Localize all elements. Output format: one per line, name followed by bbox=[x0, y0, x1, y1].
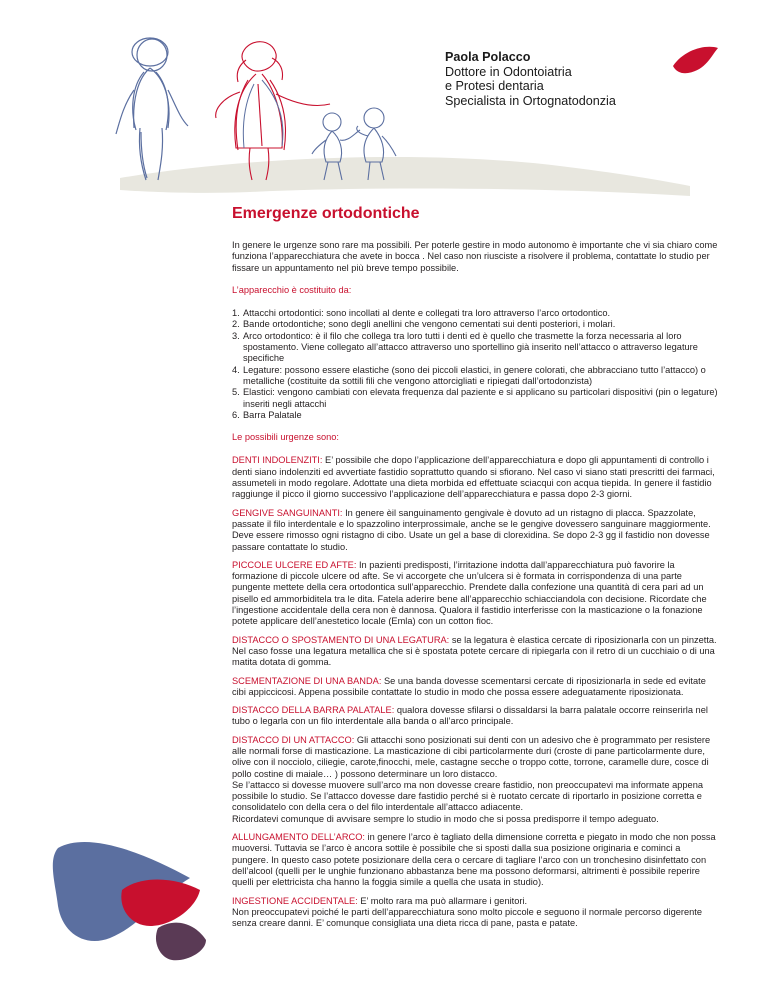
emergency-item bbox=[232, 896, 718, 930]
emergency-label: DENTI INDOLENZITI: bbox=[232, 455, 323, 466]
emergency-text: Gli attacchi sono posizionati sui denti con un adesivo che è programmato per resistere alle normali forse di masticazione. La masticazione di cibi particolarmente duri (croste di pane particolarmente dure, olive con il nocciolo, ciliegie, carote,finocchi, mele, castagne secche o troppo cotte, torrone, caramelle dure, cosce di pollo costine di maiale… ) possono determinare un loro distacco. Se l’attacco si dovesse muovere sull’arco ma non dovesse creare fastidio, non preoccupatevi ma informate appena possibile lo studio. Se l’attacco dovesse dare fastidio perché si è ruotato cercate di riportarlo in posizione corretta e consolidatelo con della cera o del filo interdentale all’attacco adiacente. Ricordatevi comunque di avvisare sempre lo studio in modo che si possa predisporre il tempo adeguato. bbox=[232, 734, 711, 824]
list-item bbox=[232, 319, 718, 330]
emergency-item bbox=[232, 832, 718, 888]
emergency-label: DISTACCO DI UN ATTACCO: bbox=[232, 734, 355, 745]
list-number: 5. bbox=[232, 387, 240, 398]
list-item bbox=[232, 308, 718, 319]
list-text: Barra Palatale bbox=[243, 409, 302, 420]
emergency-text: qualora dovesse sfilarsi o dissaldarsi la barra palatale occorre reinserirla nel tubo o legarla con un filo interdentale alla banda o all’arco principale. bbox=[232, 705, 708, 727]
doctor-info bbox=[445, 50, 616, 108]
page-title: Emergenze ortodontiche bbox=[232, 205, 420, 222]
emergency-item bbox=[232, 705, 718, 728]
list-heading: L’apparecchio è costituito da: bbox=[232, 284, 352, 295]
emergency-text: Se una banda dovesse scementarsi cercate di riposizionarla in sede ed evitate cibi appiccicosi. Appena possibile contattate lo studio in modo che possa essere adeguatamente riposizionata. bbox=[232, 675, 706, 697]
list-text: Legature: possono essere elastiche (sono dei piccoli elastici, in genere colorati, che abbracciano tutto l’attacco) o metalliche (costituite da sottili fili che vengono attorcigliati e ripiegati dall’ortodonzista) bbox=[243, 364, 706, 386]
list-number: 1. bbox=[232, 308, 240, 319]
list-text: Elastici: vengono cambiati con elevata frequenza dal paziente e si applicano su particolari dispositivi (pin o legature) inseriti negli attacchi bbox=[243, 387, 718, 409]
emergency-label: INGESTIONE ACCIDENTALE: bbox=[232, 895, 358, 906]
urgencies-heading: Le possibili urgenze sono: bbox=[232, 432, 339, 443]
doctor-title-line3: Specialista in Ortognatodonzia bbox=[445, 93, 616, 108]
emergency-text: In genere èil sanguinamento gengivale è dovuto ad un ristagno di placca. Spazzolate, passate il filo interdentale e lo spazzolino interprossimale, anche se le gengive dovessero sanguinare maggiormente. Deve essere rimosso ogni ristagno di cibo. Usate un gel a base di clorexidina. Se dopo 2-3 gg il fastidio non dovesse passare contattate lo studio. bbox=[232, 507, 711, 552]
document-body bbox=[232, 205, 718, 936]
emergency-label: SCEMENTAZIONE DI UNA BANDA: bbox=[232, 675, 382, 686]
emergency-item bbox=[232, 676, 718, 699]
decorative-shapes bbox=[0, 820, 220, 994]
ground-shape bbox=[120, 157, 690, 196]
emergency-label: GENGIVE SANGUINANTI: bbox=[232, 507, 343, 518]
emergency-item bbox=[232, 455, 718, 500]
list-item bbox=[232, 387, 718, 410]
emergency-text: E’ molto rara ma può allarmare i genitori. Non preoccupatevi poiché le parti dell’apparecchiatura sono molto piccole e seguono il normale percorso digerente senza creare danni. E’ comunque consigliata una dieta ricca di pane, pasta e patate. bbox=[232, 895, 702, 929]
emergency-label: ALLUNGAMENTO DELL’ARCO: bbox=[232, 832, 365, 843]
list-number: 3. bbox=[232, 330, 240, 341]
family-illustration bbox=[0, 0, 768, 200]
emergency-item bbox=[232, 508, 718, 553]
emergency-label: DISTACCO DELLA BARRA PALATALE: bbox=[232, 705, 395, 716]
list-number: 4. bbox=[232, 364, 240, 375]
doctor-name: Paola Polacco bbox=[445, 50, 531, 64]
plum-shape bbox=[156, 923, 206, 961]
list-item bbox=[232, 410, 718, 421]
doctor-title-line2: e Protesi dentaria bbox=[445, 79, 544, 93]
red-shape bbox=[121, 879, 200, 926]
list-number: 2. bbox=[232, 319, 240, 330]
emergency-text: In pazienti predisposti, l’irritazione indotta dall’apparecchiatura può favorire la formazione di piccole ulcere od afte. Se vi accorgete che un’ulcera si è formata in corrispondenza di una parte pungente mettete della cera ortodontica sull’apparecchio. Prendete dalla confezione una quantità di cera pari ad un pisello ed ammorbiditela tra le dita. Fatela aderire bene all’apparecchio schiacciandola con decisione. Ricordate che l’ingestione accidentale della cera non è dannosa. Qualora il fastidio interferisse con la masticazione o la fonazione potete applicare dell’anestetico locale (Emla) con un cotton fioc. bbox=[232, 559, 707, 627]
list-text: Arco ortodontico: è il filo che collega tra loro tutti i denti ed è quello che trasmette la forza necessaria al loro spostamento. Viene collegato all’attacco attraverso uno sportellino già inserito nell’attacco o attraverso legature specifiche bbox=[243, 330, 698, 364]
intro-paragraph: In genere le urgenze sono rare ma possibili. Per poterle gestire in modo autonomo è importante che vi sia chiaro come funziona l’apparecchiatura che avete in bocca . Nel caso non riusciste a risolvere il problema, contattate lo studio per fissare un appuntamento nel più breve tempo possibile. bbox=[232, 240, 718, 273]
doctor-title-line1: Dottore in Odontoiatria bbox=[445, 64, 572, 79]
list-number: 6. bbox=[232, 409, 240, 420]
list-item bbox=[232, 331, 718, 365]
emergency-label: DISTACCO O SPOSTAMENTO DI UNA LEGATURA: bbox=[232, 634, 450, 645]
emergency-item bbox=[232, 560, 718, 628]
emergency-item bbox=[232, 635, 718, 669]
component-list bbox=[232, 308, 718, 421]
figure-mother-shading bbox=[243, 80, 283, 148]
list-text: Attacchi ortodontici: sono incollati al dente e collegati tra loro attraverso l’arco ortodontico. bbox=[243, 308, 611, 319]
emergency-label: PICCOLE ULCERE ED AFTE: bbox=[232, 559, 357, 570]
emergency-text: in genere l’arco è tagliato della dimensione corretta e piegato in modo che non possa muoversi. Tuttavia se l’arco è ancora sottile è possibile che si sposti dalla sua posizione originaria e cominci a pungere. In questo caso potete posizionare della cera o cercare di tagliare l’arco con un tronchesino disinfettato con dell’alcool (quelli per le unghie funzionano abbastanza bene ma possono deformarsi, altrimenti è possibile reperire quelli per elettricista cha hanno la foggia simile a quella che usata in studio). bbox=[232, 832, 716, 888]
emergency-item bbox=[232, 735, 718, 825]
emergency-text: se la legatura è elastica cercate di riposizionarla con un pinzetta. Nel caso fosse una legatura metallica che si è spostata potete cercare di ripiegarla con il retro di un cucchiaio o di una matita dotata di gomma. bbox=[232, 634, 717, 668]
figure-father bbox=[116, 38, 188, 180]
emergency-text: E’ possibile che dopo l’applicazione dell’apparecchiatura e dopo gli appuntamenti di controllo i denti siano indolenziti ed avvertiate fastidio soprattutto quando si sfiorano. Nel caso vi siano stati prescritti dei farmaci, assumeteli in modo regolare. Adottate una dieta morbida ed effettuate sciacqui con acqua tiepida. In genere il fastidio raggiunge il picco il giorno successivo l’applicazione dell’apparecchiatura e passa dopo 2-3 giorni. bbox=[232, 455, 715, 500]
logo-mark bbox=[673, 47, 718, 73]
list-item bbox=[232, 365, 718, 388]
list-text: Bande ortodontiche; sono degli anellini che vengono cementati sui denti posteriori, i molari. bbox=[243, 319, 616, 330]
